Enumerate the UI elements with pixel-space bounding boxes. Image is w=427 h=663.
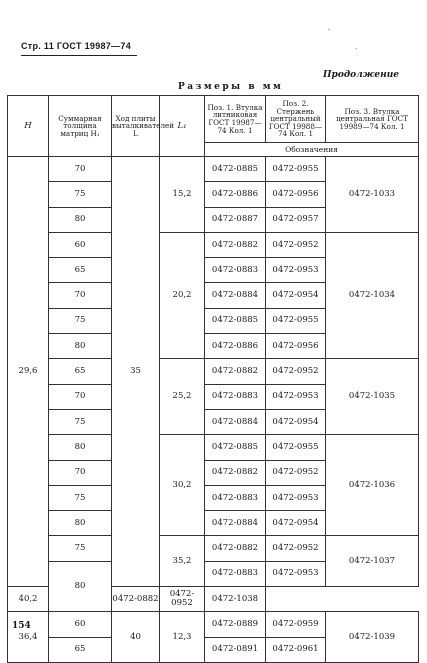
- cell-pos2: 0472-0954: [266, 511, 326, 536]
- cell-h1: 65: [49, 637, 112, 662]
- cell-l1: 12,3: [160, 612, 205, 663]
- cell-pos2: 0472-0952: [266, 232, 326, 257]
- cell-h1: 80: [49, 334, 112, 359]
- col-header-pos2: Поз. 2. Стержень центральный ГОСТ 19988—74 Кол. 1: [266, 96, 326, 143]
- designations-header: Обозначения: [205, 143, 419, 157]
- cell-pos2: 0472-0953: [266, 258, 326, 283]
- cell-pos2: 0472-0956: [266, 334, 326, 359]
- cell-h1: 65: [49, 359, 112, 384]
- cell-pos2: 0472-0955: [266, 308, 326, 333]
- cell-l1: 40,2: [8, 587, 49, 612]
- cell-pos2: 0472-0955: [266, 157, 326, 182]
- cell-pos1: 0472-0882: [205, 460, 266, 485]
- cell-pos2: 0472-0952: [160, 587, 205, 612]
- cell-h1: 80: [49, 511, 112, 536]
- cell-h1: 75: [49, 182, 112, 207]
- sizes-caption: Размеры в мм: [178, 82, 284, 92]
- cell-pos2: 0472-0952: [266, 460, 326, 485]
- cell-h1: 65: [49, 258, 112, 283]
- cell-pos3: 0472-1039: [326, 612, 419, 663]
- cell-pos1: 0472-0891: [205, 637, 266, 662]
- dimensions-table: [7, 95, 419, 663]
- cell-stroke: 35: [112, 157, 160, 587]
- cell-pos1: 0472-0885: [205, 157, 266, 182]
- cell-pos1: 0472-0884: [205, 409, 266, 434]
- cell-pos1: 0472-0883: [205, 561, 266, 586]
- cell-l1: 25,2: [160, 359, 205, 435]
- cell-pos1: 0472-0885: [205, 435, 266, 460]
- cell-pos1: 0472-0884: [205, 283, 266, 308]
- cell-h1: 75: [49, 536, 112, 561]
- cell-pos1: 0472-0883: [205, 485, 266, 510]
- speck-mark: .: [355, 43, 358, 51]
- cell-pos2: 0472-0954: [266, 409, 326, 434]
- cell-h1: 70: [49, 384, 112, 409]
- col-header-pos1: Поз. 1. Втулка литниковая ГОСТ 19987—74 Кол. 1: [205, 96, 266, 143]
- col-header-h1: Суммарная толщина матриц H₁: [49, 96, 112, 157]
- cell-pos2: 0472-0953: [266, 384, 326, 409]
- cell-pos2: 0472-0956: [266, 182, 326, 207]
- cell-pos2: 0472-0961: [266, 637, 326, 662]
- cell-pos1: 0472-0889: [205, 612, 266, 637]
- cell-pos1: 0472-0887: [205, 207, 266, 232]
- cell-pos2: 0472-0959: [266, 612, 326, 637]
- cell-h1: 75: [49, 485, 112, 510]
- cell-pos1: 0472-0883: [205, 384, 266, 409]
- cell-pos3: 0472-1034: [326, 232, 419, 358]
- cell-pos2: 0472-0955: [266, 435, 326, 460]
- cell-pos1: 0472-0885: [205, 308, 266, 333]
- cell-pos2: 0472-0954: [266, 283, 326, 308]
- page-number: 154: [12, 621, 31, 631]
- cell-pos1: 0472-0886: [205, 182, 266, 207]
- cell-l1: 15,2: [160, 157, 205, 233]
- cell-pos2: 0472-0952: [266, 359, 326, 384]
- cell-pos1: 0472-0883: [205, 258, 266, 283]
- cell-pos2: 0472-0953: [266, 485, 326, 510]
- cell-h1: 70: [49, 157, 112, 182]
- col-header-pos3: Поз. 3. Втулка центральная ГОСТ 19989—74 Кол. 1: [326, 96, 419, 143]
- cell-pos1: 0472-0882: [112, 587, 160, 612]
- header-rule: [21, 55, 137, 56]
- cell-l1: 30,2: [160, 435, 205, 536]
- cell-pos2: 0472-0952: [266, 536, 326, 561]
- cell-pos1: 0472-0886: [205, 334, 266, 359]
- cell-pos2: 0472-0953: [266, 561, 326, 586]
- cell-pos1: 0472-0882: [205, 359, 266, 384]
- cell-pos1: 0472-0884: [205, 511, 266, 536]
- cell-h1: 70: [49, 460, 112, 485]
- col-header-h: H: [8, 96, 49, 157]
- speck-mark: ': [328, 28, 330, 36]
- cell-h1: 70: [49, 283, 112, 308]
- cell-l1: 20,2: [160, 232, 205, 358]
- cell-pos3: 0472-1035: [326, 359, 419, 435]
- cell-pos3: 0472-1037: [326, 536, 419, 587]
- cell-h1: 60: [49, 612, 112, 637]
- cell-pos2: 0472-0957: [266, 207, 326, 232]
- col-header-l1: L₁: [160, 96, 205, 157]
- cell-h1: 80: [49, 561, 112, 612]
- cell-pos1: 0472-0882: [205, 232, 266, 257]
- col-header-stroke: Ход плиты выталкивателей L: [112, 96, 160, 157]
- cell-h: 36,4: [8, 612, 49, 663]
- cell-h1: 80: [49, 207, 112, 232]
- cell-h1: 60: [49, 232, 112, 257]
- continued-label: Продолжение: [323, 70, 399, 80]
- cell-h1: 75: [49, 308, 112, 333]
- cell-pos3: 0472-1033: [326, 157, 419, 233]
- cell-stroke: 40: [112, 612, 160, 663]
- cell-h1: 75: [49, 409, 112, 434]
- cell-pos1: 0472-0882: [205, 536, 266, 561]
- page-header: Стр. 11 ГОСТ 19987—74: [21, 41, 132, 51]
- cell-pos3: 0472-1038: [205, 587, 266, 612]
- cell-h: 29,6: [8, 157, 49, 587]
- cell-pos3: 0472-1036: [326, 435, 419, 536]
- cell-l1: 35,2: [160, 536, 205, 587]
- cell-h1: 80: [49, 435, 112, 460]
